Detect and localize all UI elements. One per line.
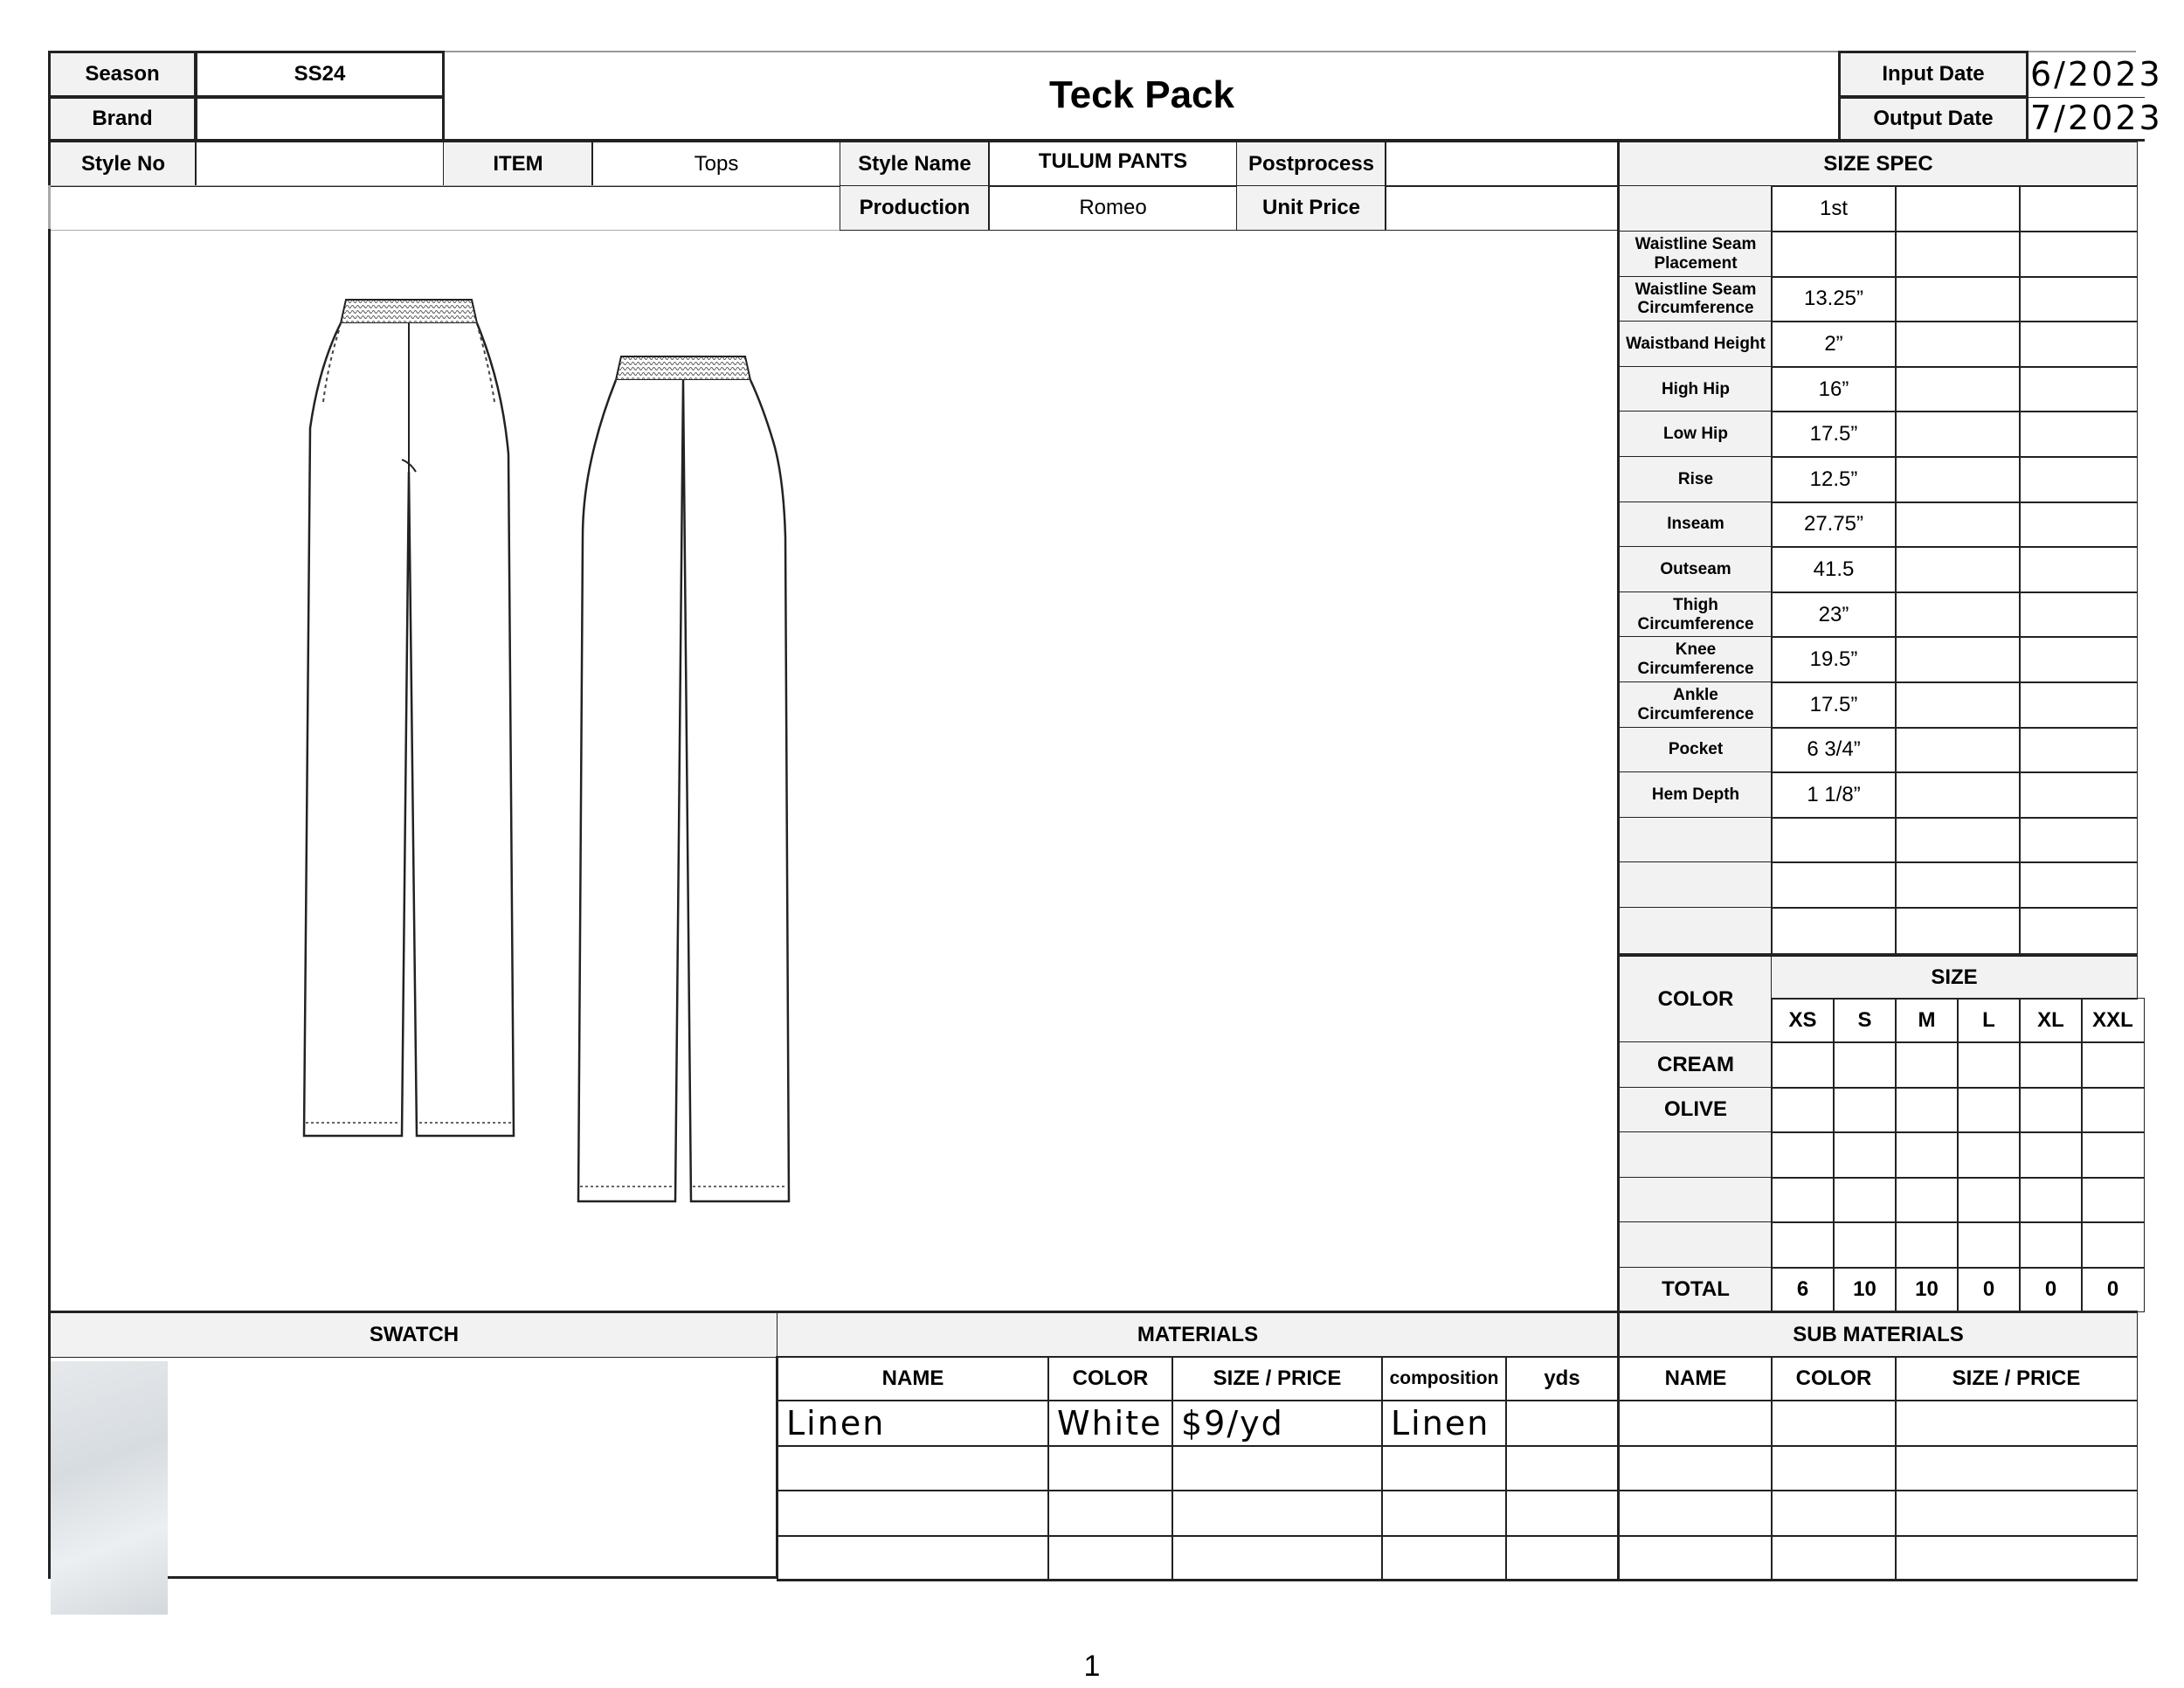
color-qty-cell[interactable]	[1833, 1131, 1897, 1179]
materials-col-header: yds	[1505, 1356, 1619, 1401]
spec-row-label	[1617, 861, 1773, 909]
materials-col-header: SIZE / PRICE	[1171, 1356, 1383, 1401]
total-value: 0	[1957, 1267, 2021, 1312]
materials-col-header: composition	[1381, 1356, 1507, 1401]
spec-row-col3[interactable]	[2019, 411, 2138, 458]
spec-row-col3[interactable]	[2019, 907, 2138, 954]
materials-cell[interactable]	[1381, 1535, 1507, 1582]
spec-row-col2[interactable]	[1895, 681, 2021, 729]
input-date-label: Input Date	[1838, 51, 2028, 98]
spec-row-label	[1617, 907, 1773, 954]
size-col-l: L	[1957, 998, 2021, 1043]
spec-row-label: Hem Depth	[1617, 771, 1773, 819]
item-value[interactable]: Tops	[591, 142, 841, 187]
size-spec-title: SIZE SPEC	[1617, 142, 2138, 187]
size-spec-col-2	[1895, 185, 2021, 232]
spec-row-value[interactable]: 2”	[1771, 321, 1897, 368]
color-qty-cell[interactable]	[2081, 1177, 2145, 1224]
spec-row-col2[interactable]	[1895, 771, 2021, 819]
materials-cell[interactable]	[1505, 1445, 1619, 1492]
color-qty-cell[interactable]	[1771, 1221, 1835, 1269]
color-row-label: CREAM	[1617, 1041, 1773, 1089]
page-title: Teck Pack	[445, 51, 1839, 142]
sub-materials-col-header: NAME	[1617, 1356, 1773, 1401]
sub-materials-cell[interactable]	[1895, 1490, 2138, 1537]
production-value[interactable]: Romeo	[988, 185, 1238, 231]
spec-row-label: Rise	[1617, 456, 1773, 503]
brand-label: Brand	[48, 96, 197, 142]
color-qty-cell[interactable]	[1771, 1041, 1835, 1089]
sketch-area	[48, 229, 1621, 1312]
color-qty-cell[interactable]	[1895, 1177, 1959, 1224]
spec-row-label: Knee Circumference	[1617, 636, 1773, 683]
spec-row-col2[interactable]	[1895, 321, 2021, 368]
spec-row-label: Thigh Circumference	[1617, 591, 1773, 639]
spec-row-col2[interactable]	[1895, 411, 2021, 458]
spec-row-value[interactable]: 23”	[1771, 591, 1897, 639]
total-label: TOTAL	[1617, 1267, 1773, 1312]
spec-row-col3[interactable]	[2019, 366, 2138, 413]
spec-row-col3[interactable]	[2019, 231, 2138, 278]
spec-row-col2[interactable]	[1895, 591, 2021, 639]
color-qty-cell[interactable]	[1957, 1221, 2021, 1269]
size-col-m: M	[1895, 998, 1959, 1043]
color-header: COLOR	[1617, 954, 1773, 1043]
size-spec-col-1st: 1st	[1771, 185, 1897, 232]
input-date-value[interactable]: 6/2023	[2027, 51, 2145, 98]
size-col-xxl: XXL	[2081, 998, 2145, 1043]
output-date-value[interactable]: 7/2023	[2027, 96, 2145, 142]
spec-row-col2[interactable]	[1895, 861, 2021, 909]
total-value: 6	[1771, 1267, 1835, 1312]
color-qty-cell[interactable]	[1957, 1177, 2021, 1224]
pants-back-sketch	[563, 345, 817, 1219]
spec-row-label: Waistline Seam Placement	[1617, 231, 1773, 278]
size-col-xl: XL	[2019, 998, 2083, 1043]
materials-cell[interactable]	[1381, 1490, 1507, 1537]
postprocess-value[interactable]	[1385, 142, 1619, 187]
spec-row-label: Ankle Circumference	[1617, 681, 1773, 729]
spec-row-col3[interactable]	[2019, 502, 2138, 549]
spec-row-value[interactable]: 17.5”	[1771, 681, 1897, 729]
spec-row-value[interactable]: 6 3/4”	[1771, 727, 1897, 774]
materials-cell[interactable]	[1505, 1535, 1619, 1582]
materials-cell[interactable]	[1047, 1490, 1173, 1537]
materials-cell[interactable]	[777, 1445, 1049, 1492]
total-value: 0	[2019, 1267, 2083, 1312]
spec-row-col2[interactable]	[1895, 907, 2021, 954]
color-qty-cell[interactable]	[2081, 1087, 2145, 1134]
style-no-label: Style No	[48, 142, 197, 187]
materials-cell[interactable]	[777, 1490, 1049, 1537]
spec-row-label: High Hip	[1617, 366, 1773, 413]
spec-row-col2[interactable]	[1895, 636, 2021, 683]
materials-col-header: NAME	[777, 1356, 1049, 1401]
materials-cell[interactable]	[1171, 1535, 1383, 1582]
size-col-s: S	[1833, 998, 1897, 1043]
color-qty-cell[interactable]	[1895, 1087, 1959, 1134]
sub-materials-cell[interactable]	[1617, 1490, 1773, 1537]
total-value: 10	[1833, 1267, 1897, 1312]
spec-row-col3[interactable]	[2019, 817, 2138, 864]
color-qty-cell[interactable]	[1957, 1041, 2021, 1089]
spec-row-col2[interactable]	[1895, 276, 2021, 323]
materials-cell[interactable]	[1047, 1535, 1173, 1582]
spec-row-value[interactable]: 19.5”	[1771, 636, 1897, 683]
materials-cell[interactable]: $9/yd	[1171, 1400, 1383, 1447]
materials-cell[interactable]	[1171, 1490, 1383, 1537]
style-name-label: Style Name	[840, 142, 990, 187]
materials-cell[interactable]: Linen	[777, 1400, 1049, 1447]
color-qty-cell[interactable]	[1895, 1041, 1959, 1089]
spec-row-col2[interactable]	[1895, 231, 2021, 278]
sub-materials-cell[interactable]	[1771, 1400, 1897, 1447]
size-spec-col-3	[2019, 185, 2138, 232]
color-qty-cell[interactable]	[2081, 1221, 2145, 1269]
spec-row-value[interactable]: 1 1/8”	[1771, 771, 1897, 819]
color-qty-cell[interactable]	[1833, 1177, 1897, 1224]
spec-row-value[interactable]	[1771, 861, 1897, 909]
unit-price-label: Unit Price	[1236, 185, 1386, 231]
size-spec-corner	[1617, 185, 1773, 232]
spec-row-col3[interactable]	[2019, 546, 2138, 593]
brand-value[interactable]	[195, 96, 445, 142]
materials-cell[interactable]	[777, 1535, 1049, 1582]
season-value[interactable]: SS24	[195, 51, 445, 98]
sub-materials-cell[interactable]	[1895, 1400, 2138, 1447]
unit-price-value[interactable]	[1385, 185, 1619, 231]
sub-materials-cell[interactable]	[1895, 1535, 2138, 1582]
spec-row-col3[interactable]	[2019, 591, 2138, 639]
sub-materials-col-header: SIZE / PRICE	[1895, 1356, 2138, 1401]
sub-materials-cell[interactable]	[1617, 1445, 1773, 1492]
color-qty-cell[interactable]	[2081, 1041, 2145, 1089]
spec-row-value[interactable]: 17.5”	[1771, 411, 1897, 458]
production-label: Production	[840, 185, 990, 231]
color-qty-cell[interactable]	[2081, 1131, 2145, 1179]
materials-cell[interactable]: Linen	[1381, 1400, 1507, 1447]
pants-front-sketch	[288, 288, 542, 1162]
fabric-swatch-image	[51, 1361, 168, 1615]
color-qty-cell[interactable]	[1957, 1131, 2021, 1179]
sub-materials-col-header: COLOR	[1771, 1356, 1897, 1401]
info-blank-row	[48, 185, 841, 231]
spec-row-col2[interactable]	[1895, 456, 2021, 503]
materials-cell[interactable]	[1047, 1445, 1173, 1492]
color-row-label	[1617, 1131, 1773, 1179]
spec-row-col3[interactable]	[2019, 771, 2138, 819]
season-label: Season	[48, 51, 197, 98]
color-qty-cell[interactable]	[1771, 1131, 1835, 1179]
spec-row-value[interactable]: 27.75”	[1771, 502, 1897, 549]
color-qty-cell[interactable]	[1771, 1087, 1835, 1134]
sub-materials-cell[interactable]	[1771, 1490, 1897, 1537]
spec-row-label: Inseam	[1617, 502, 1773, 549]
spec-row-label: Waistline Seam Circumference	[1617, 276, 1773, 323]
spec-row-label	[1617, 817, 1773, 864]
style-name-value[interactable]: TULUM PANTS	[988, 142, 1238, 187]
color-qty-cell[interactable]	[1895, 1221, 1959, 1269]
color-row-label: OLIVE	[1617, 1087, 1773, 1134]
materials-col-header: COLOR	[1047, 1356, 1173, 1401]
sub-materials-cell[interactable]	[1617, 1400, 1773, 1447]
output-date-label: Output Date	[1838, 96, 2028, 142]
spec-row-value[interactable]	[1771, 907, 1897, 954]
sub-materials-cell[interactable]	[1617, 1535, 1773, 1582]
spec-row-value[interactable]: 12.5”	[1771, 456, 1897, 503]
color-row-label	[1617, 1221, 1773, 1269]
color-qty-cell[interactable]	[2019, 1087, 2083, 1134]
color-qty-cell[interactable]	[2019, 1221, 2083, 1269]
total-value: 10	[1895, 1267, 1959, 1312]
spec-row-value[interactable]	[1771, 231, 1897, 278]
color-qty-cell[interactable]	[2019, 1131, 2083, 1179]
materials-cell[interactable]	[1381, 1445, 1507, 1492]
spec-row-label: Outseam	[1617, 546, 1773, 593]
spec-row-col3[interactable]	[2019, 636, 2138, 683]
spec-row-col3[interactable]	[2019, 681, 2138, 729]
color-row-label	[1617, 1177, 1773, 1224]
spec-row-col3[interactable]	[2019, 276, 2138, 323]
spec-row-label: Waistband Height	[1617, 321, 1773, 368]
spec-row-value[interactable]: 13.25”	[1771, 276, 1897, 323]
color-qty-cell[interactable]	[1895, 1131, 1959, 1179]
materials-title: MATERIALS	[777, 1311, 1619, 1358]
spec-row-value[interactable]: 16”	[1771, 366, 1897, 413]
style-no-value[interactable]	[195, 142, 445, 187]
color-qty-cell[interactable]	[2019, 1041, 2083, 1089]
page-number: 1	[1083, 1650, 1101, 1683]
spec-row-value[interactable]: 41.5	[1771, 546, 1897, 593]
sub-materials-cell[interactable]	[1895, 1445, 2138, 1492]
spec-row-label: Pocket	[1617, 727, 1773, 774]
spec-row-label: Low Hip	[1617, 411, 1773, 458]
sub-materials-title: SUB MATERIALS	[1617, 1311, 2138, 1358]
size-col-xs: XS	[1771, 998, 1835, 1043]
spec-row-col2[interactable]	[1895, 502, 2021, 549]
materials-cell[interactable]	[1171, 1445, 1383, 1492]
materials-cell[interactable]	[1505, 1490, 1619, 1537]
color-qty-cell[interactable]	[1833, 1041, 1897, 1089]
sub-materials-cell[interactable]	[1771, 1445, 1897, 1492]
spec-row-col2[interactable]	[1895, 366, 2021, 413]
postprocess-label: Postprocess	[1236, 142, 1386, 187]
total-value: 0	[2081, 1267, 2145, 1312]
sub-materials-cell[interactable]	[1771, 1535, 1897, 1582]
spec-row-value[interactable]	[1771, 817, 1897, 864]
spec-row-col2[interactable]	[1895, 727, 2021, 774]
spec-row-col3[interactable]	[2019, 321, 2138, 368]
materials-cell[interactable]	[1505, 1400, 1619, 1447]
spec-row-col2[interactable]	[1895, 817, 2021, 864]
color-qty-cell[interactable]	[1771, 1177, 1835, 1224]
materials-cell[interactable]: White	[1047, 1400, 1173, 1447]
spec-row-col2[interactable]	[1895, 546, 2021, 593]
swatch-title: SWATCH	[48, 1311, 778, 1358]
item-label: ITEM	[443, 142, 593, 187]
color-qty-cell[interactable]	[1957, 1087, 2021, 1134]
size-header: SIZE	[1771, 954, 2138, 1000]
color-qty-cell[interactable]	[2019, 1177, 2083, 1224]
spec-row-col3[interactable]	[2019, 456, 2138, 503]
color-qty-cell[interactable]	[1833, 1087, 1897, 1134]
spec-row-col3[interactable]	[2019, 727, 2138, 774]
color-qty-cell[interactable]	[1833, 1221, 1897, 1269]
spec-row-col3[interactable]	[2019, 861, 2138, 909]
